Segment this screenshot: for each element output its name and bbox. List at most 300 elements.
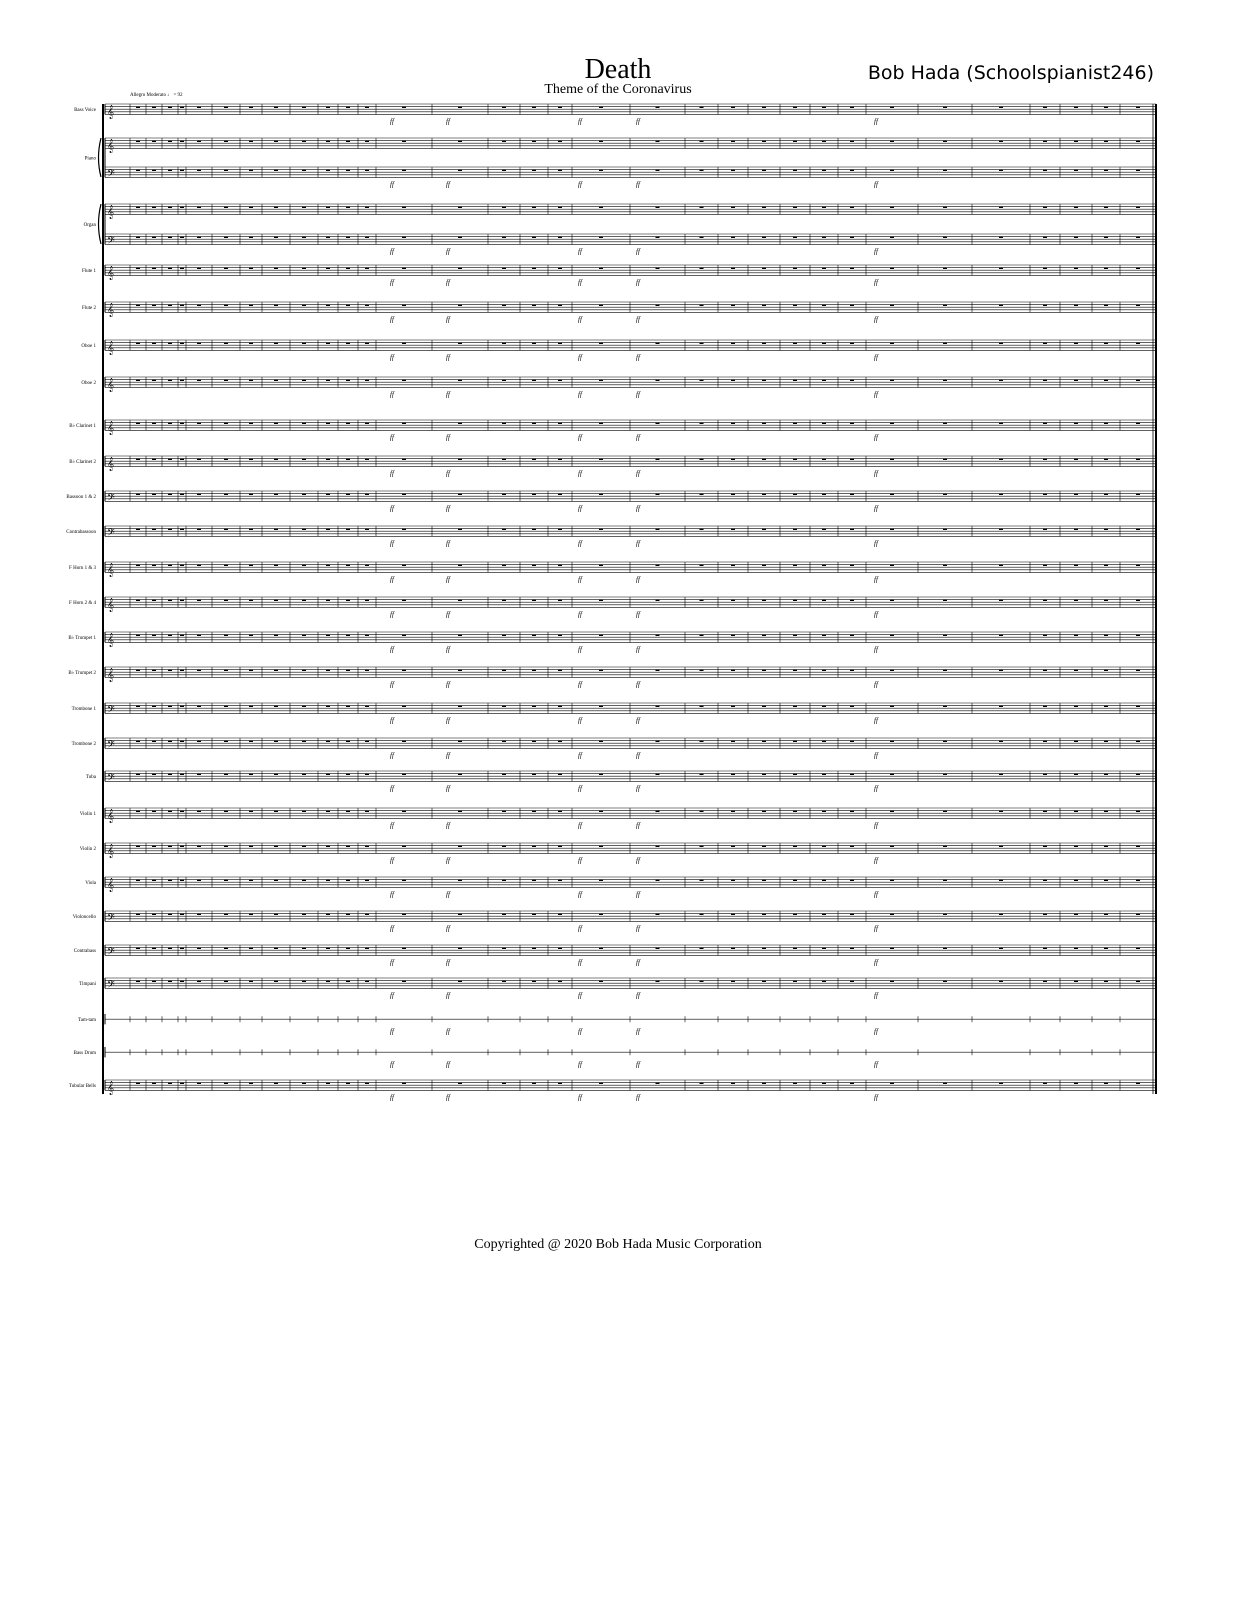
rest-mark — [365, 107, 369, 108]
rest-mark — [249, 237, 253, 238]
rest-mark — [224, 268, 228, 269]
piano-brace — [99, 138, 102, 177]
rest-mark — [302, 237, 306, 238]
rest-mark — [532, 268, 536, 269]
dynamic-marking: ff — [390, 575, 394, 584]
rest-mark — [346, 237, 350, 238]
dynamic-marking: ff — [636, 784, 640, 793]
rest-mark — [402, 141, 406, 142]
rest-mark — [197, 600, 201, 601]
rest-mark — [152, 846, 156, 847]
dynamic-marking: ff — [636, 1060, 640, 1069]
rest-mark — [1043, 846, 1047, 847]
rest-mark — [152, 343, 156, 344]
rest-mark — [249, 141, 253, 142]
rest-mark — [762, 207, 766, 208]
instrument-label: Oboe 2 — [81, 381, 96, 387]
rest-mark — [822, 811, 826, 812]
dynamic-marking: ff — [446, 680, 450, 689]
rest-mark — [532, 565, 536, 566]
rest-mark — [502, 914, 506, 915]
clef-icon: 𝄞 — [107, 302, 115, 317]
rest-mark — [762, 948, 766, 949]
rest-mark — [168, 170, 172, 171]
rest-mark — [224, 981, 228, 982]
rest-mark — [599, 600, 603, 601]
rest-mark — [502, 635, 506, 636]
rest-mark — [890, 170, 894, 171]
rest-mark — [402, 459, 406, 460]
rest-mark — [558, 635, 562, 636]
rest-mark — [249, 423, 253, 424]
rest-mark — [731, 494, 735, 495]
clef-icon: 𝄞 — [107, 420, 115, 435]
rest-mark — [1136, 1083, 1140, 1084]
rest-mark — [850, 107, 854, 108]
dynamic-marking: ff — [578, 539, 582, 548]
rest-mark — [558, 706, 562, 707]
rest-mark — [943, 774, 947, 775]
rest-mark — [274, 914, 278, 915]
rest-mark — [656, 305, 660, 306]
rest-mark — [532, 846, 536, 847]
instrument-label: Violoncello — [72, 915, 96, 921]
rest-mark — [822, 948, 826, 949]
rest-mark — [850, 811, 854, 812]
rest-mark — [326, 565, 330, 566]
rest-mark — [890, 741, 894, 742]
rest-mark — [850, 237, 854, 238]
instrument-label: Flute 1 — [81, 269, 96, 275]
rest-mark — [1043, 268, 1047, 269]
dynamic-marking: ff — [390, 353, 394, 362]
rest-mark — [136, 811, 140, 812]
rest-mark — [458, 600, 462, 601]
rest-mark — [346, 981, 350, 982]
rest-mark — [731, 1083, 735, 1084]
rest-mark — [365, 170, 369, 171]
dynamic-marking: ff — [578, 504, 582, 513]
rest-mark — [1043, 948, 1047, 949]
rest-mark — [762, 107, 766, 108]
rest-mark — [346, 846, 350, 847]
rest-mark — [274, 459, 278, 460]
rest-mark — [326, 811, 330, 812]
rest-mark — [1136, 423, 1140, 424]
rest-mark — [365, 565, 369, 566]
rest-mark — [136, 741, 140, 742]
rest-mark — [656, 635, 660, 636]
rest-mark — [274, 529, 278, 530]
dynamic-marking: ff — [874, 610, 878, 619]
rest-mark — [656, 170, 660, 171]
rest-mark — [136, 141, 140, 142]
dynamic-marking: ff — [578, 1060, 582, 1069]
rest-mark — [731, 880, 735, 881]
rest-mark — [249, 880, 253, 881]
instrument-label: Contrabassoon — [66, 530, 96, 536]
rest-mark — [346, 423, 350, 424]
rest-mark — [180, 981, 184, 982]
rest-mark — [458, 268, 462, 269]
clef-icon: 𝄞 — [107, 808, 115, 823]
rest-mark — [197, 846, 201, 847]
rest-mark — [346, 343, 350, 344]
dynamic-marking: ff — [446, 390, 450, 399]
rest-mark — [302, 380, 306, 381]
rest-mark — [793, 494, 797, 495]
rest-mark — [793, 880, 797, 881]
rest-mark — [274, 380, 278, 381]
dynamic-marking: ff — [446, 278, 450, 287]
rest-mark — [180, 948, 184, 949]
rest-mark — [1074, 494, 1078, 495]
rest-mark — [943, 423, 947, 424]
rest-mark — [1074, 380, 1078, 381]
rest-mark — [1136, 207, 1140, 208]
rest-mark — [302, 600, 306, 601]
dynamic-marking: ff — [390, 958, 394, 967]
rest-mark — [793, 565, 797, 566]
rest-mark — [365, 1083, 369, 1084]
dynamic-marking: ff — [874, 575, 878, 584]
rest-mark — [502, 565, 506, 566]
rest-mark — [224, 380, 228, 381]
rest-mark — [402, 706, 406, 707]
rest-mark — [1074, 237, 1078, 238]
rest-mark — [1074, 846, 1078, 847]
rest-mark — [168, 811, 172, 812]
rest-mark — [168, 846, 172, 847]
dynamic-marking: ff — [390, 890, 394, 899]
rest-mark — [224, 635, 228, 636]
rest-mark — [700, 494, 704, 495]
rest-mark — [890, 670, 894, 671]
rest-mark — [249, 741, 253, 742]
rest-mark — [136, 459, 140, 460]
rest-mark — [999, 380, 1003, 381]
rest-mark — [850, 706, 854, 707]
rest-mark — [224, 846, 228, 847]
dynamic-marking: ff — [874, 958, 878, 967]
rest-mark — [402, 1083, 406, 1084]
rest-mark — [180, 423, 184, 424]
page-title: Death — [584, 54, 652, 85]
rest-mark — [999, 141, 1003, 142]
rest-mark — [850, 1083, 854, 1084]
rest-mark — [700, 706, 704, 707]
rest-mark — [558, 423, 562, 424]
rest-mark — [1043, 741, 1047, 742]
rest-mark — [1104, 846, 1108, 847]
rest-mark — [1104, 948, 1108, 949]
rest-mark — [558, 141, 562, 142]
rest-mark — [1043, 635, 1047, 636]
rest-mark — [558, 237, 562, 238]
rest-mark — [762, 305, 766, 306]
rest-mark — [274, 423, 278, 424]
rest-mark — [365, 600, 369, 601]
instrument-label: F Horn 2 & 4 — [69, 601, 96, 607]
rest-mark — [558, 565, 562, 566]
rest-mark — [402, 741, 406, 742]
rest-mark — [136, 305, 140, 306]
rest-mark — [656, 380, 660, 381]
rest-mark — [731, 170, 735, 171]
rest-mark — [274, 141, 278, 142]
rest-mark — [197, 343, 201, 344]
rest-mark — [249, 774, 253, 775]
rest-mark — [943, 600, 947, 601]
rest-mark — [656, 880, 660, 881]
rest-mark — [1074, 600, 1078, 601]
rest-mark — [136, 600, 140, 601]
rest-mark — [1074, 706, 1078, 707]
rest-mark — [458, 981, 462, 982]
rest-mark — [850, 494, 854, 495]
rest-mark — [136, 565, 140, 566]
dynamic-marking: ff — [390, 469, 394, 478]
rest-mark — [731, 846, 735, 847]
rest-mark — [346, 774, 350, 775]
clef-icon: 𝄢 — [107, 978, 115, 993]
instrument-label: Tuba — [85, 775, 96, 781]
rest-mark — [762, 380, 766, 381]
rest-mark — [890, 565, 894, 566]
rest-mark — [890, 981, 894, 982]
rest-mark — [999, 741, 1003, 742]
rest-mark — [249, 811, 253, 812]
rest-mark — [365, 459, 369, 460]
rest-mark — [1104, 107, 1108, 108]
dynamic-marking: ff — [874, 539, 878, 548]
rest-mark — [274, 981, 278, 982]
instrument-label: B♭ Trumpet 1 — [68, 636, 96, 642]
rest-mark — [365, 981, 369, 982]
rest-mark — [302, 423, 306, 424]
rest-mark — [700, 948, 704, 949]
rest-mark — [599, 141, 603, 142]
rest-mark — [793, 529, 797, 530]
rest-mark — [999, 207, 1003, 208]
rest-mark — [793, 635, 797, 636]
dynamic-marking: ff — [446, 180, 450, 189]
rest-mark — [1043, 914, 1047, 915]
dynamic-marking: ff — [874, 1027, 878, 1036]
rest-mark — [1136, 774, 1140, 775]
rest-mark — [532, 635, 536, 636]
rest-mark — [999, 459, 1003, 460]
rest-mark — [180, 207, 184, 208]
rest-mark — [943, 107, 947, 108]
rest-mark — [822, 741, 826, 742]
rest-mark — [1136, 565, 1140, 566]
rest-mark — [1043, 706, 1047, 707]
rest-mark — [1074, 305, 1078, 306]
rest-mark — [890, 237, 894, 238]
rest-mark — [822, 494, 826, 495]
rest-mark — [558, 343, 562, 344]
rest-mark — [274, 494, 278, 495]
dynamic-marking: ff — [578, 924, 582, 933]
rest-mark — [656, 343, 660, 344]
rest-mark — [502, 600, 506, 601]
rest-mark — [168, 880, 172, 881]
rest-mark — [365, 237, 369, 238]
rest-mark — [502, 706, 506, 707]
rest-mark — [274, 170, 278, 171]
rest-mark — [402, 846, 406, 847]
rest-mark — [346, 914, 350, 915]
rest-mark — [302, 774, 306, 775]
rest-mark — [224, 423, 228, 424]
rest-mark — [1136, 811, 1140, 812]
rest-mark — [302, 305, 306, 306]
rest-mark — [762, 600, 766, 601]
rest-mark — [793, 706, 797, 707]
rest-mark — [1074, 170, 1078, 171]
dynamic-marking: ff — [578, 610, 582, 619]
rest-mark — [558, 880, 562, 881]
rest-mark — [346, 141, 350, 142]
rest-mark — [197, 1083, 201, 1084]
rest-mark — [999, 948, 1003, 949]
dynamic-marking: ff — [390, 751, 394, 760]
rest-mark — [224, 670, 228, 671]
rest-mark — [274, 670, 278, 671]
rest-mark — [1104, 811, 1108, 812]
rest-mark — [793, 170, 797, 171]
rest-mark — [1074, 1083, 1078, 1084]
dynamic-marking: ff — [390, 1027, 394, 1036]
rest-mark — [656, 423, 660, 424]
rest-mark — [365, 305, 369, 306]
instrument-label: Contrabass — [73, 949, 96, 955]
rest-mark — [700, 981, 704, 982]
rest-mark — [558, 170, 562, 171]
rest-mark — [762, 774, 766, 775]
rest-mark — [326, 529, 330, 530]
staff-group — [66, 104, 1156, 1101]
rest-mark — [197, 565, 201, 566]
rest-mark — [402, 811, 406, 812]
rest-mark — [999, 774, 1003, 775]
rest-mark — [943, 880, 947, 881]
dynamic-marking: ff — [446, 958, 450, 967]
rest-mark — [656, 459, 660, 460]
clef-icon: 𝄞 — [107, 632, 115, 647]
rest-mark — [890, 948, 894, 949]
rest-mark — [224, 880, 228, 881]
rest-mark — [180, 635, 184, 636]
rest-mark — [999, 343, 1003, 344]
rest-mark — [700, 774, 704, 775]
rest-mark — [197, 494, 201, 495]
rest-mark — [1043, 811, 1047, 812]
dynamic-marking: ff — [636, 751, 640, 760]
rest-mark — [249, 635, 253, 636]
rest-mark — [1104, 706, 1108, 707]
rest-mark — [274, 565, 278, 566]
rest-mark — [274, 948, 278, 949]
rest-mark — [700, 459, 704, 460]
rest-mark — [1136, 494, 1140, 495]
rest-mark — [180, 107, 184, 108]
rest-mark — [999, 1083, 1003, 1084]
dynamic-marking: ff — [874, 821, 878, 830]
dynamic-marking: ff — [874, 751, 878, 760]
rest-mark — [249, 1083, 253, 1084]
rest-mark — [1043, 880, 1047, 881]
rest-mark — [999, 981, 1003, 982]
rest-mark — [224, 600, 228, 601]
dynamic-marking: ff — [578, 751, 582, 760]
rest-mark — [822, 635, 826, 636]
rest-mark — [731, 565, 735, 566]
rest-mark — [152, 529, 156, 530]
rest-mark — [1074, 565, 1078, 566]
rest-mark — [326, 635, 330, 636]
rest-mark — [822, 170, 826, 171]
rest-mark — [1104, 981, 1108, 982]
dynamic-marking: ff — [390, 278, 394, 287]
rest-mark — [599, 670, 603, 671]
rest-mark — [793, 423, 797, 424]
rest-mark — [249, 494, 253, 495]
rest-mark — [274, 811, 278, 812]
rest-mark — [302, 141, 306, 142]
clef-icon: 𝄢 — [107, 526, 115, 541]
rest-mark — [180, 880, 184, 881]
rest-mark — [365, 741, 369, 742]
rest-mark — [943, 914, 947, 915]
rest-mark — [274, 706, 278, 707]
dynamic-marking: ff — [636, 856, 640, 865]
clef-icon: 𝄞 — [107, 1080, 115, 1095]
rest-mark — [168, 600, 172, 601]
rest-mark — [943, 268, 947, 269]
rest-mark — [365, 774, 369, 775]
rest-mark — [890, 423, 894, 424]
rest-mark — [943, 141, 947, 142]
rest-mark — [346, 880, 350, 881]
rest-mark — [274, 305, 278, 306]
rest-mark — [197, 811, 201, 812]
rest-mark — [943, 565, 947, 566]
dynamic-marking: ff — [446, 645, 450, 654]
rest-mark — [152, 811, 156, 812]
rest-mark — [326, 494, 330, 495]
rest-mark — [890, 880, 894, 881]
rest-mark — [656, 774, 660, 775]
rest-mark — [822, 529, 826, 530]
rest-mark — [1136, 981, 1140, 982]
rest-mark — [346, 706, 350, 707]
rest-mark — [850, 670, 854, 671]
rest-mark — [1074, 141, 1078, 142]
rest-mark — [136, 670, 140, 671]
rest-mark — [152, 565, 156, 566]
dynamic-marking: ff — [578, 1093, 582, 1102]
rest-mark — [168, 305, 172, 306]
rest-mark — [999, 170, 1003, 171]
rest-mark — [822, 846, 826, 847]
dynamic-marking: ff — [390, 433, 394, 442]
rest-mark — [822, 305, 826, 306]
rest-mark — [1043, 423, 1047, 424]
rest-mark — [700, 268, 704, 269]
rest-mark — [793, 914, 797, 915]
